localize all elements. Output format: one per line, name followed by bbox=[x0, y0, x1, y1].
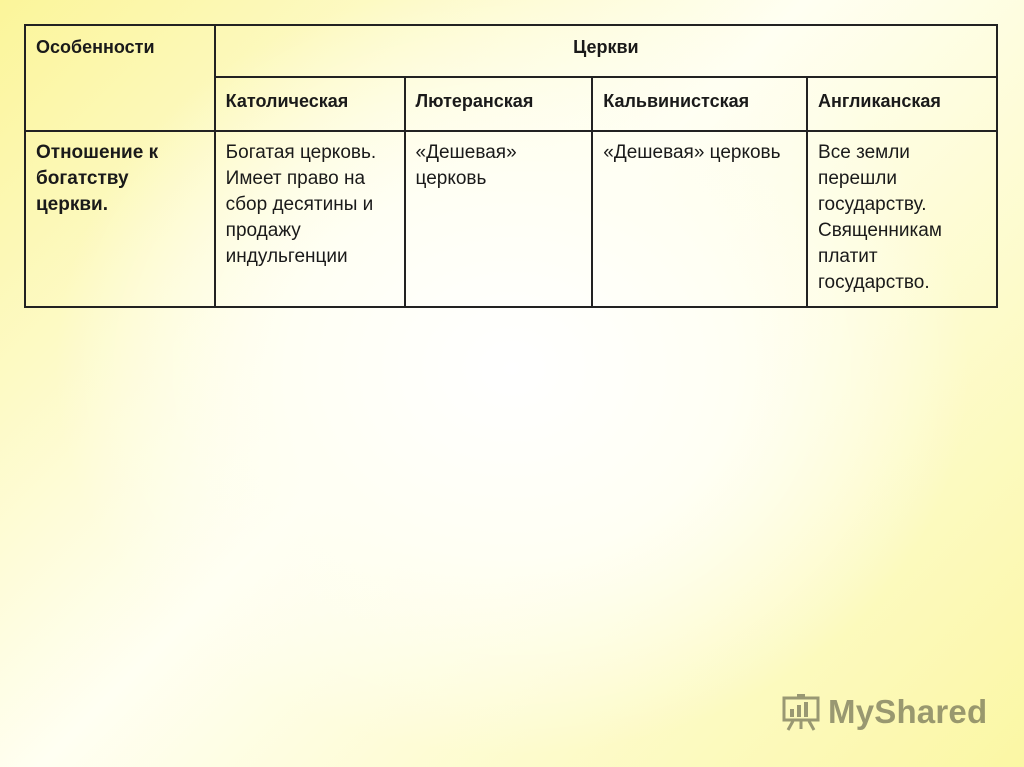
header-churches: Церкви bbox=[215, 25, 997, 77]
cell-lutheran: «Дешевая» церковь bbox=[405, 131, 593, 307]
row-feature: Отношение к богатству церкви. bbox=[25, 131, 215, 307]
header-lutheran: Лютеранская bbox=[405, 77, 593, 131]
header-catholic: Католическая bbox=[215, 77, 405, 131]
presentation-board-icon bbox=[780, 692, 822, 732]
cell-catholic: Богатая церковь. Имеет право на сбор десятины и продажу индульгенции bbox=[215, 131, 405, 307]
table-row bbox=[25, 131, 997, 307]
header-anglican: Англиканская bbox=[807, 77, 997, 131]
churches-table bbox=[24, 24, 998, 308]
table-header-row-1 bbox=[25, 25, 997, 77]
watermark-text: MyShared bbox=[828, 693, 988, 730]
header-feature: Особенности bbox=[25, 25, 215, 131]
cell-anglican: Все земли перешли государству. Священникам платит государство. bbox=[807, 131, 997, 307]
watermark-logo bbox=[780, 690, 987, 734]
cell-calvinist: «Дешевая» церковь bbox=[592, 131, 807, 307]
header-calvinist: Кальвинистская bbox=[592, 77, 807, 131]
